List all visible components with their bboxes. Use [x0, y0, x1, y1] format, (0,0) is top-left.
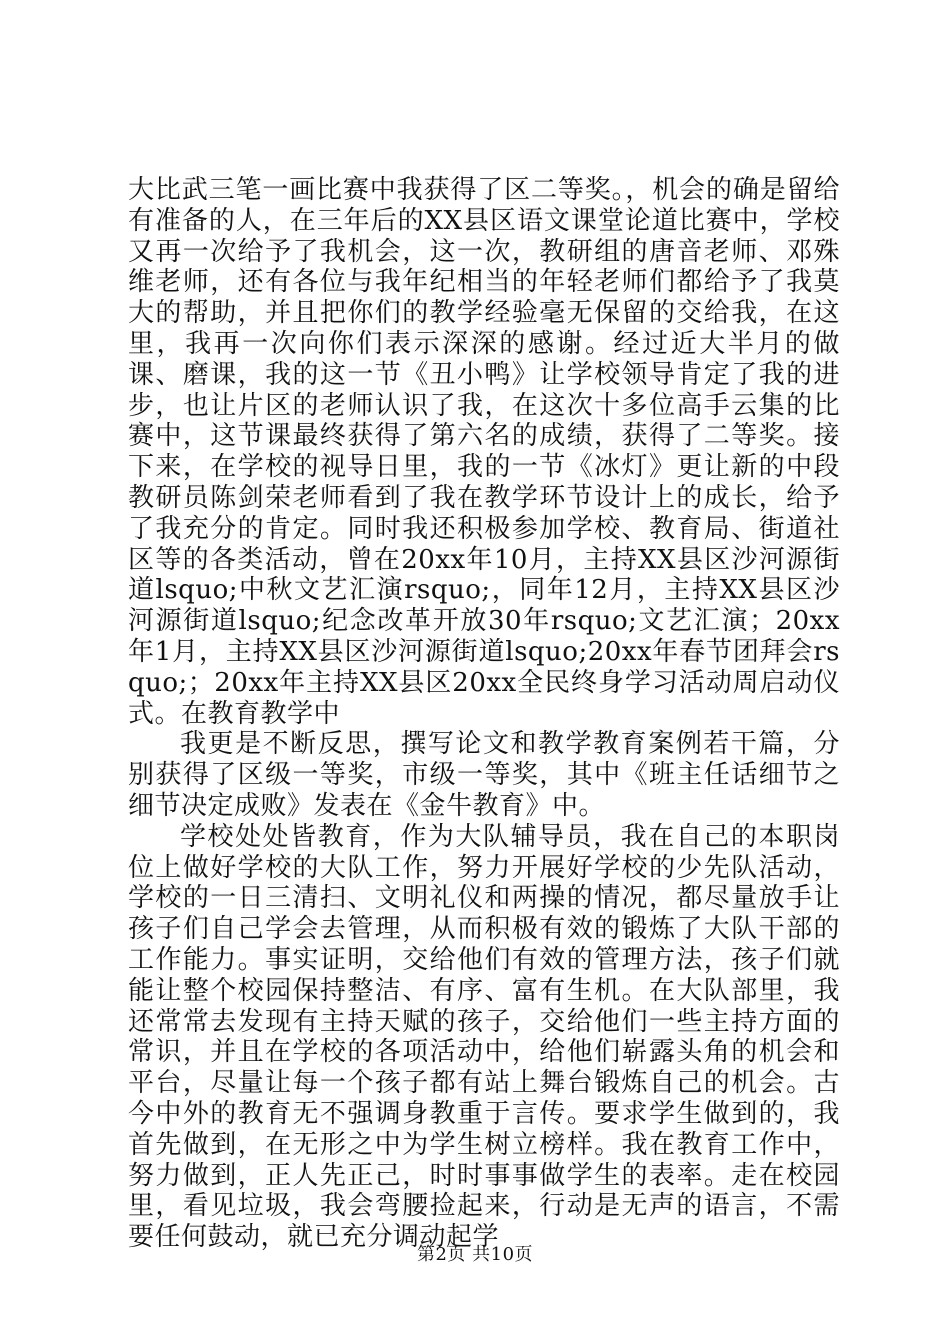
- paragraph-1: 大比武三笔一画比赛中我获得了区二等奖。，机会的确是留给有准备的人，在三年后的XX县区语文课堂论道比赛中，学校又再一次给予了我机会，这一次，教研组的唐音老师、邓殊维老师，还有各位与我年纪相当的年轻老师们都给予了我莫大的帮助，并且把你们的教学经验毫无保留的交给我，在这里，我再一次向你们表示深深的感谢。经过近大半月的做课、磨课，我的这一节《丑小鸭》让学校领导肯定了我的进步，也让片区的老师认识了我，在这次十多位高手云集的比赛中，这节课最终获得了第六名的成绩，获得了二等奖。接下来，在学校的视导日里，我的一节《冰灯》更让新的中段教研员陈剑荣老师看到了我在教学环节设计上的成长，给予了我充分的肯定。同时我还积极参加学校、教育局、街道社区等的各类活动，曾在20xx年10月，主持XX县区沙河源街道lsquo;中秋文艺汇演rsquo;，同年12月，主持XX县区沙河源街道lsquo;纪念改革开放30年rsquo;文艺汇演；20xx年1月，主持XX县区沙河源街道lsquo;20xx年春节团拜会rsquo;；20xx年主持XX县区20xx全民终身学习活动周启动仪式。在教育教学中: [128, 175, 840, 729]
- paragraph-3: 学校处处皆教育，作为大队辅导员，我在自己的本职岗位上做好学校的大队工作，努力开展好学校的少先队活动，学校的一日三清扫、文明礼仪和两操的情况，都尽量放手让孩子们自己学会去管理，从而积极有效的锻炼了大队干部的工作能力。事实证明，交给他们有效的管理方法，孩子们就能让整个校园保持整洁、有序、富有生机。在大队部里，我还常常去发现有主持天赋的孩子，交给他们一些主持方面的常识，并且在学校的各项活动中，给他们崭露头角的机会和平台，尽量让每一个孩子都有站上舞台锻炼自己的机会。古今中外的教育无不强调身教重于言传。要求学生做到的，我首先做到，在无形之中为学生树立榜样。我在教育工作中，努力做到，正人先正己，时时事事做学生的表率。走在校园里，看见垃圾，我会弯腰捡起来，行动是无声的语言，不需要任何鼓动，就已充分调动起学: [128, 821, 840, 1253]
- paragraph-2: 我更是不断反思，撰写论文和教学教育案例若干篇，分别获得了区级一等奖，市级一等奖，其中《班主任话细节之细节决定成败》发表在《金牛教育》中。: [128, 729, 840, 821]
- body-text: [128, 175, 840, 1253]
- page-footer: 第2页 共10页: [416, 1244, 534, 1265]
